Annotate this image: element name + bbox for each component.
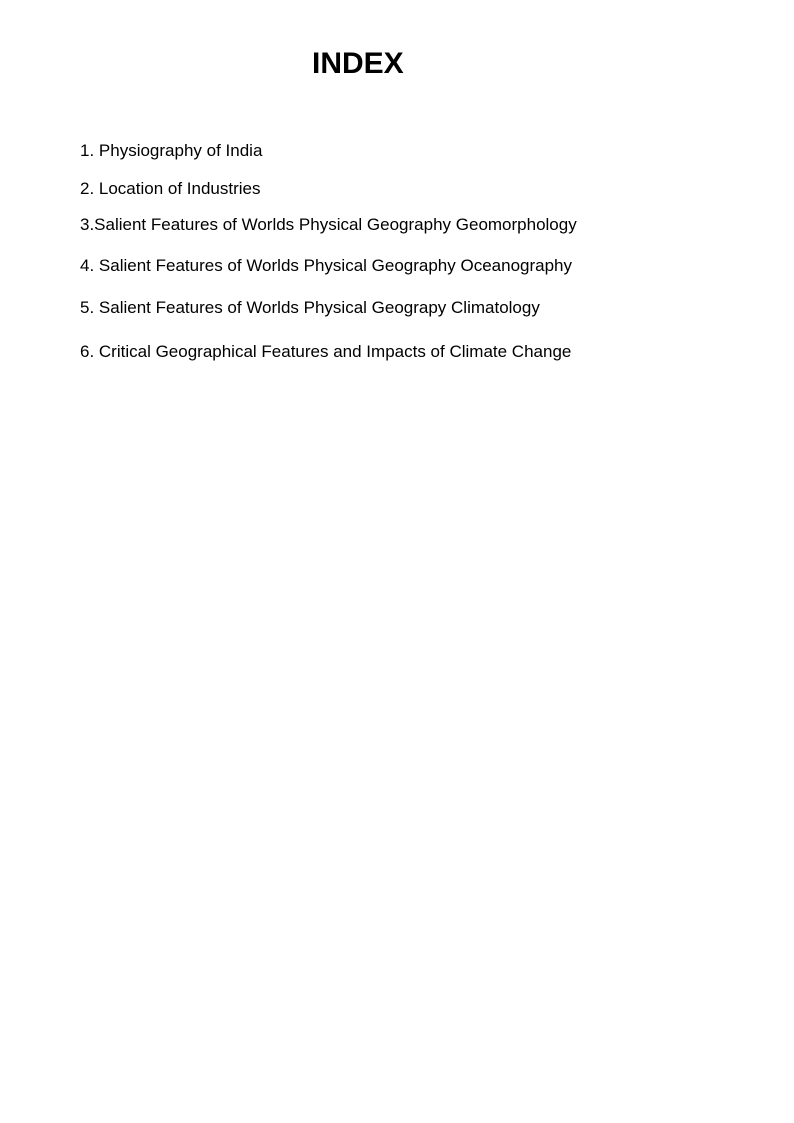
index-entry-3: 3.Salient Features of Worlds Physical Geography Geomorphology	[80, 215, 577, 234]
index-entry-5: 5. Salient Features of Worlds Physical Geograpy Climatology	[80, 298, 540, 317]
index-entry-6: 6. Critical Geographical Features and Impacts of Climate Change	[80, 342, 572, 361]
index-entry-2: 2. Location of Industries	[80, 179, 261, 198]
index-entry-1: 1. Physiography of India	[80, 141, 263, 160]
index-title: INDEX	[312, 47, 404, 80]
index-entry-4: 4. Salient Features of Worlds Physical Geography Oceanography	[80, 256, 573, 275]
